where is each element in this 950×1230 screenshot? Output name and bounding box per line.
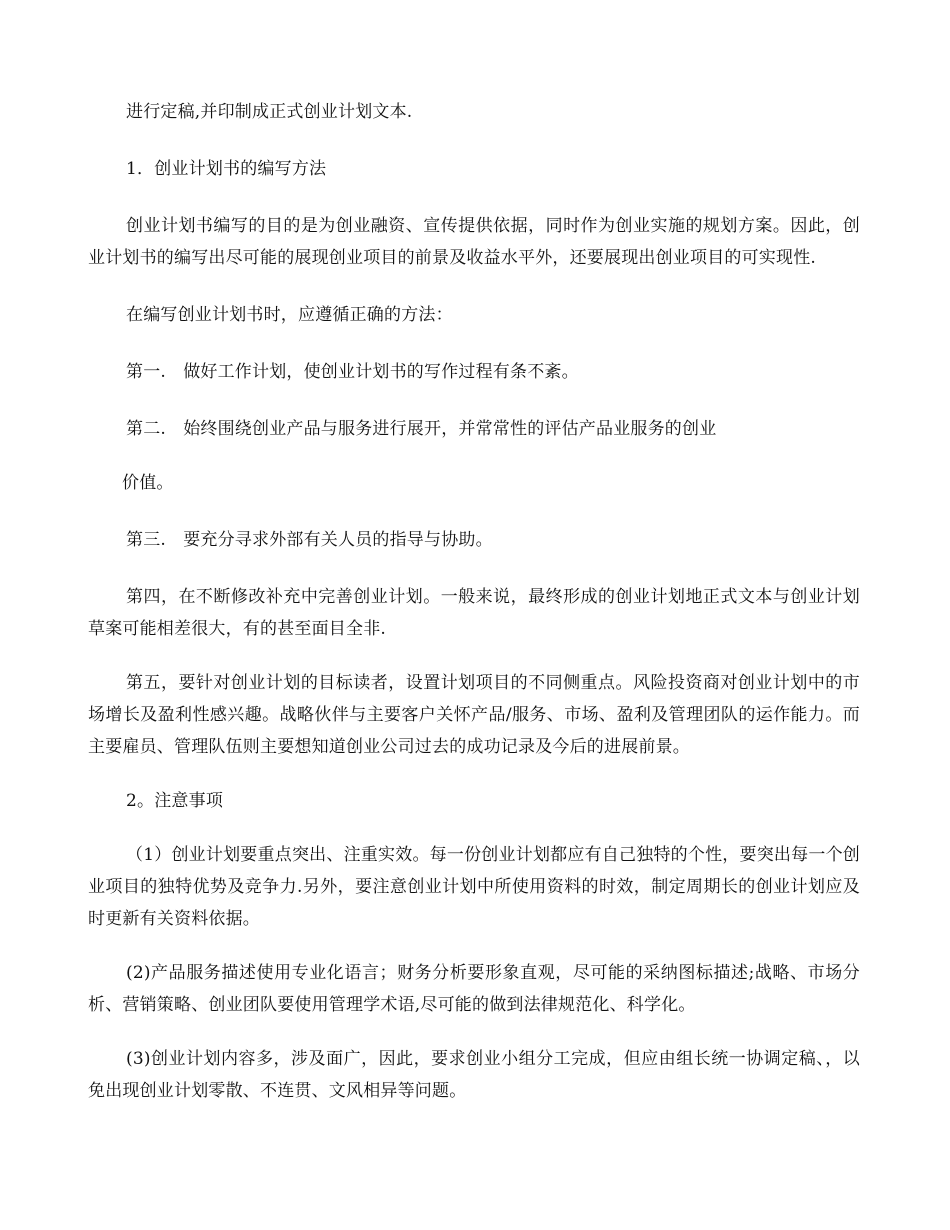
note-item-3: (3)创业计划内容多，涉及面广，因此，要求创业小组分工完成，但应由组长统一协调定稿、，以免出现创业计划零散、不连贯、文风相异等问题。 (88, 1049, 860, 1101)
list-item-third: 第三. 要充分寻求外部有关人员的指导与协助。 (126, 530, 493, 550)
section-heading-notes: 2。注意事项 (126, 791, 224, 811)
section-heading-writing-method: 1．创业计划书的编写方法 (126, 159, 327, 179)
paragraph-purpose: 创业计划书编写的目的是为创业融资、宣传提供依据，同时作为创业实施的规划方案。因此，创业计划书的编写出尽可能的展现创业项目的前景及收益水平外，还要展现出创业项目的可实现性. (88, 216, 860, 268)
paragraph-finalize: 进行定稿,并印制成正式创业计划文本. (126, 102, 413, 122)
list-item-first: 第一. 做好工作计划，使创业计划书的写作过程有条不紊。 (126, 362, 579, 382)
note-item-2: (2)产品服务描述使用专业化语言；财务分析要形象直观，尽可能的采纳图标描述;战略、市场分析、营销策略、创业团队要使用管理学术语,尽可能的做到法律规范化、科学化。 (88, 963, 860, 1015)
list-item-second-continued: 价值。 (122, 473, 174, 493)
document-body (88, 96, 860, 1107)
note-item-1: （1）创业计划要重点突出、注重实效。每一份创业计划都应有自己独特的个性，要突出每一个创业项目的独特优势及竞争力.另外，要注意创业计划中所使用资料的时效，制定周期长的创业计划应及时更新有关资料依据。 (88, 845, 860, 929)
list-item-second: 第二. 始终围绕创业产品与服务进行展开，并常常性的评估产品业服务的创业 (126, 419, 717, 439)
list-item-fourth: 第四，在不断修改补充中完善创业计划。一般来说，最终形成的创业计划地正式文本与创业计划草案可能相差很大，有的甚至面目全非. (88, 587, 860, 639)
paragraph-methods-intro: 在编写创业计划书时，应遵循正确的方法： (126, 305, 453, 325)
list-item-fifth: 第五，要针对创业计划的目标读者，设置计划项目的不同侧重点。风险投资商对创业计划中的市场增长及盈利性感兴趣。战略伙伴与主要客户关怀产品/服务、市场、盈利及管理团队的运作能力。而主要雇员、管理队伍则主要想知道创业公司过去的成功记录及今后的进展前景。 (88, 673, 860, 757)
